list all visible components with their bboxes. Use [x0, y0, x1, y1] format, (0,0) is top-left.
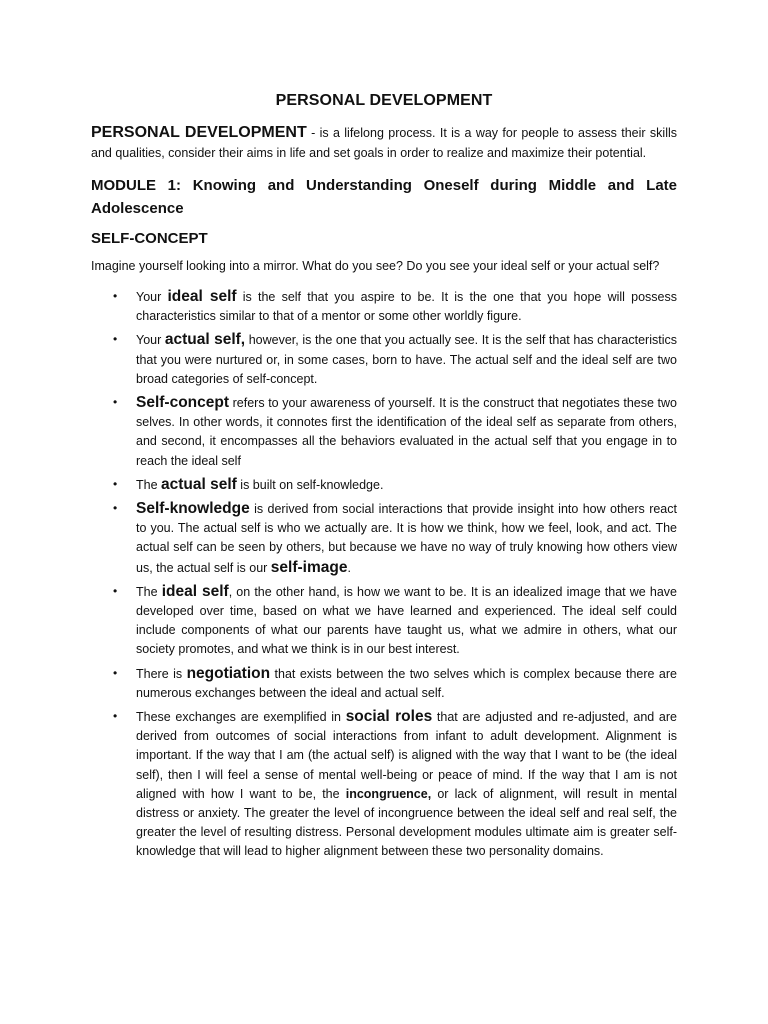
key-term: self-image	[270, 558, 348, 576]
section-heading: SELF-CONCEPT	[91, 230, 208, 247]
list-item	[91, 287, 677, 326]
page-title: PERSONAL DEVELOPMENT	[275, 92, 493, 109]
intro-paragraph: Imagine yourself looking into a mirror. What do you see? Do you see your ideal self or your actual self?	[91, 259, 660, 273]
bullet-text: refers to your awareness of yourself. It is the construct that negotiates these two selves. In other words, it connotes first the identification of the ideal self as separate from others, and second, it encompasses all the behaviors evaluated in the actual self that you engage in to reach the ideal self	[136, 396, 677, 468]
key-term: incongruence,	[345, 786, 432, 801]
bullet-icon: •	[113, 289, 118, 303]
list-item	[91, 664, 677, 703]
list-item	[91, 330, 677, 389]
bullet-icon: •	[113, 476, 118, 491]
definition-text: - is a lifelong process. It is a way for people to assess their skills and qualities, consider their aims in life and set goals in order to realize and maximize their potential.	[91, 126, 678, 160]
key-term: ideal self	[161, 582, 229, 600]
definition-paragraph	[91, 123, 677, 163]
bullet-text: These exchanges are exemplified in	[136, 710, 346, 725]
bullet-text: is the self that you aspire to be. It is the one that you hope will possess characteristics similar to that of a mentor or some other worldly figure.	[136, 290, 677, 324]
list-item	[91, 475, 677, 495]
bullet-text: or lack of alignment, will result in mental distress or anxiety. The greater the level of incongruence between the ideal self and real self, the greater the level of resulting distress. Personal development modules ultimate aim is greater self-knowledge that will lead to higher alignment between these two personality domains.	[136, 786, 677, 859]
key-term: ideal self	[167, 288, 237, 305]
key-term: social roles	[345, 708, 433, 726]
bullet-icon: •	[113, 583, 118, 598]
bullet-text: .	[347, 560, 351, 575]
bullet-text: that are adjusted and re-adjusted, and are derived from outcomes of social interactions from infant to adult development. Alignment is important. If the way that I am (the actual self) is aligned with the way that I want to be (the ideal self), then I will feel a sense of mental well-being or peace of mind. If the way that I am is not aligned with how I want to be, the	[136, 710, 677, 801]
bullet-text: that exists between the two selves which is complex because there are numerous exchanges between the ideal and actual self.	[136, 666, 677, 700]
module-title: MODULE 1: Knowing and Understanding Oneself during Middle and Late Adolescence	[91, 177, 677, 217]
bullet-text: The	[136, 584, 162, 599]
bullet-icon: •	[113, 332, 118, 347]
bullet-text: Your	[136, 290, 168, 304]
key-term: actual self	[161, 475, 237, 493]
list-item	[91, 707, 677, 862]
bullet-text: however, is the one that you actually see. It is the self that has characteristics that you were nurtured or, in some cases, born to have. The actual self and the ideal self are two broad categories of self-concept.	[136, 333, 677, 386]
bullet-icon: •	[113, 501, 118, 516]
bullet-icon: •	[113, 665, 118, 680]
bullet-text: There is	[136, 666, 187, 681]
key-term: Self-concept	[136, 394, 230, 412]
bullet-icon: •	[113, 395, 118, 410]
list-item	[91, 393, 677, 471]
bullet-text: , on the other hand, is how we want to be. It is an idealized image that we have developed over time, based on what we have learned and experienced. The ideal self could include components of what our parents have taught us, what we admire in others, what our society promotes, and what we think is in our best interest.	[136, 584, 677, 657]
bullet-text: is derived from social interactions that provide insight into how others react to you. The actual self is who we actually are. It is how we think, how we feel, look, and act. The actual self can be seen by others, but because we have no way of truly knowing how others view us, the actual self is our	[136, 502, 677, 575]
key-term: negotiation	[186, 664, 271, 682]
list-item	[91, 499, 677, 578]
bullet-text: is built on self-knowledge.	[236, 477, 384, 492]
bullet-text: The	[136, 477, 162, 492]
document-body	[91, 92, 677, 866]
list-item	[91, 582, 677, 660]
bullet-icon: •	[113, 709, 118, 724]
bullet-text: Your	[136, 333, 165, 348]
key-term: Self-knowledge	[136, 500, 250, 518]
key-term: actual self,	[164, 331, 246, 349]
definition-term: PERSONAL DEVELOPMENT	[91, 124, 307, 141]
bullet-list	[91, 287, 677, 862]
